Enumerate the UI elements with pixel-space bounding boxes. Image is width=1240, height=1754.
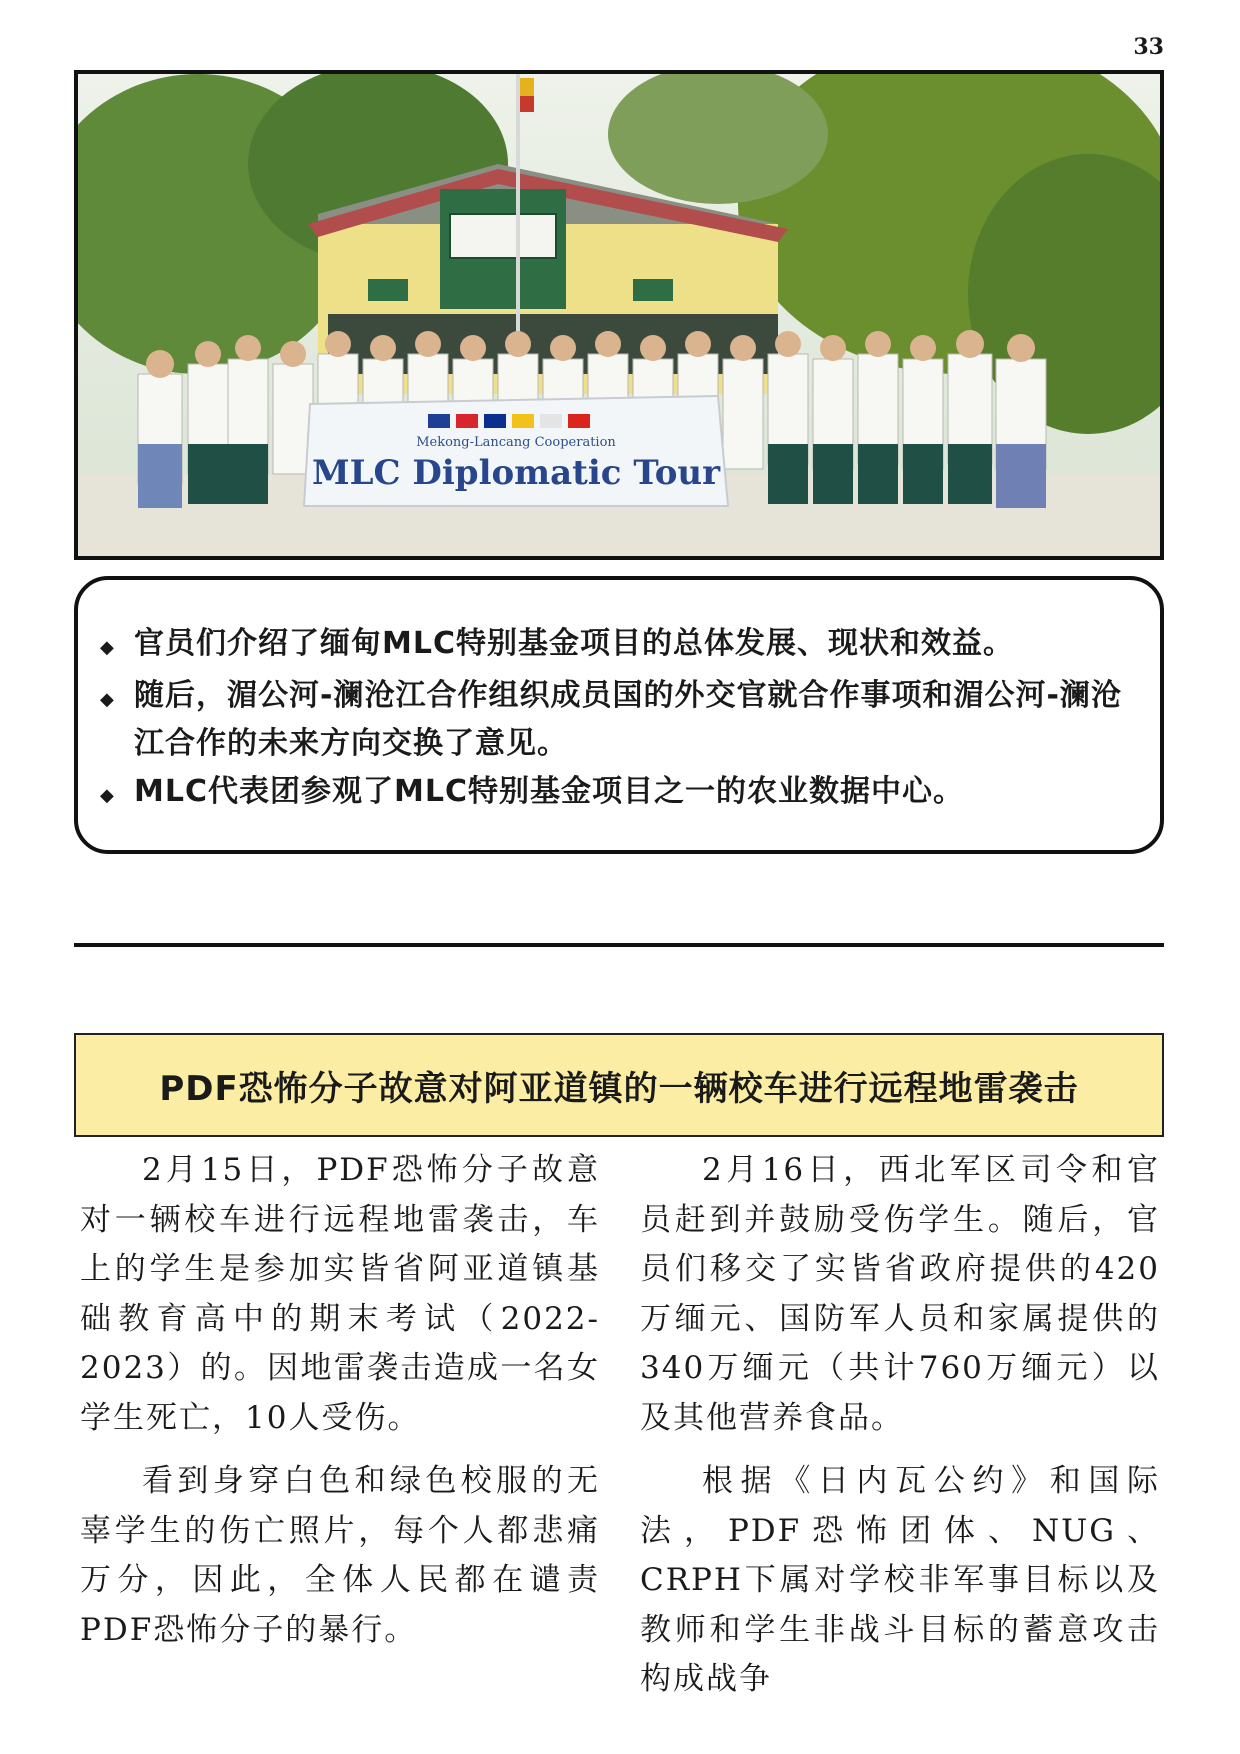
flag-icon xyxy=(428,414,450,428)
bullet-item xyxy=(100,768,1136,820)
headline-box xyxy=(74,1033,1164,1137)
diamond-bullet-icon: ◆ xyxy=(100,689,115,710)
bullet-item xyxy=(100,620,1136,672)
flag-icon xyxy=(540,414,562,428)
article-headline: PDF恐怖分子故意对阿亚道镇的一辆校车进行远程地雷袭击 xyxy=(159,1068,1079,1109)
flag-icon xyxy=(484,414,506,428)
flag-icon xyxy=(512,414,534,428)
paragraph: 看到身穿白色和绿色校服的无辜学生的伤亡照片，每个人都悲痛万分，因此，全体人民都在谴责PDF恐怖分子的暴行。 xyxy=(80,1463,600,1648)
banner-subtitle: Mekong-Lancang Cooperation xyxy=(416,435,616,450)
flag-icon xyxy=(568,414,590,428)
bullet-text: 官员们介绍了缅甸MLC特别基金项目的总体发展、现状和效益。 xyxy=(134,626,1014,661)
paragraph: 根据《日内瓦公约》和国际法，PDF恐怖团体、NUG、CRPH下属对学校非军事目标以及教师和学生非战斗目标的蓄意攻击构成战争 xyxy=(640,1463,1160,1697)
diamond-bullet-icon: ◆ xyxy=(100,785,115,806)
bullet-text: 随后，湄公河-澜沧江合作组织成员国的外交官就合作事项和湄公河-澜沧江合作的未来方向交换了意见。 xyxy=(134,678,1122,761)
summary-bullet-box xyxy=(74,576,1164,854)
article-left-column xyxy=(80,1146,600,1669)
bullet-item xyxy=(100,672,1136,768)
page-number: 33 xyxy=(1133,34,1164,60)
paragraph: 2月16日，西北军区司令和官员赶到并鼓励受伤学生。随后，官员们移交了实皆省政府提供的420万缅元、国防军人员和家属提供的340万缅元（共计760万缅元）以及其他营养食品。 xyxy=(640,1152,1160,1436)
banner-title: MLC Diplomatic Tour xyxy=(311,453,721,493)
section-divider xyxy=(74,943,1164,947)
article-right-column xyxy=(640,1146,1160,1719)
diamond-bullet-icon: ◆ xyxy=(100,637,115,658)
group-photo-illustration xyxy=(78,74,1160,556)
group-photo xyxy=(74,70,1164,560)
paragraph: 2月15日，PDF恐怖分子故意对一辆校车进行远程地雷袭击，车上的学生是参加实皆省阿亚道镇基础教育高中的期末考试（2022-2023）的。因地雷袭击造成一名女学生死亡，10人受伤。 xyxy=(80,1152,600,1436)
flag-icon xyxy=(456,414,478,428)
bullet-text: MLC代表团参观了MLC特别基金项目之一的农业数据中心。 xyxy=(134,774,964,809)
